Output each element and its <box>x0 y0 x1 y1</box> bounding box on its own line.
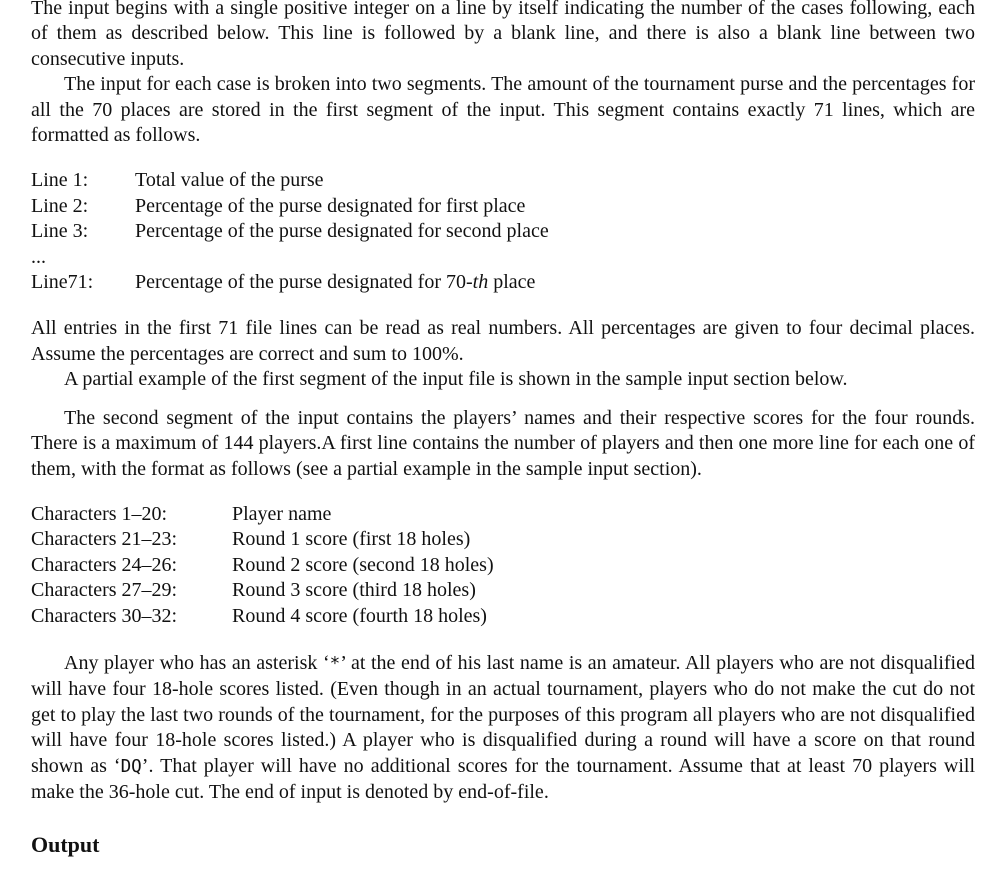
character-format-list <box>31 502 975 629</box>
line-description-text: Percentage of the purse designated for 70- <box>135 271 473 294</box>
paragraph-entries-real-numbers: All entries in the first 71 file lines can be read as real numbers. All percentages are given to four decimal places. Assume the percentages are correct and sum to 100%. <box>31 317 975 365</box>
list-item-ellipsis <box>31 245 975 270</box>
characters-label: Characters 21–23: <box>31 528 178 551</box>
amateur-text: Any player who has an asterisk ‘ <box>64 651 330 674</box>
line-label: Line 2: <box>31 194 89 217</box>
characters-description: Round 2 score (second 18 holes) <box>232 553 494 576</box>
list-item <box>31 527 975 552</box>
characters-description: Player name <box>232 502 332 525</box>
line-description: Percentage of the purse designated for first place <box>135 194 526 217</box>
characters-label: Characters 1–20: <box>31 502 168 525</box>
characters-description: Round 4 score (fourth 18 holes) <box>232 604 487 627</box>
list-item <box>31 502 975 527</box>
line-description: Percentage of the purse designated for second place <box>135 220 549 243</box>
asterisk-literal: * <box>329 653 341 674</box>
characters-label: Characters 30–32: <box>31 604 178 627</box>
list-item <box>31 578 975 603</box>
list-item <box>31 270 975 295</box>
line-description <box>135 270 975 295</box>
line-label: Line 1: <box>31 169 89 192</box>
line-description: Total value of the purse <box>135 169 324 192</box>
paragraph-amateur-dq-rules <box>31 651 975 805</box>
characters-label: Characters 27–29: <box>31 579 178 602</box>
list-item <box>31 168 975 193</box>
line-label: Line 3: <box>31 220 89 243</box>
ellipsis-label: ... <box>31 245 46 268</box>
line-format-list <box>31 168 975 295</box>
paragraph-input-intro: The input begins with a single positive integer on a line by itself indicating the number of the cases following, each of them as described below. This line is followed by a blank line, and there is also a blank line between two consecutive inputs. <box>31 0 975 70</box>
output-section-heading-clipped: Output <box>31 832 100 858</box>
list-item <box>31 604 975 629</box>
ordinal-suffix-italic: th <box>472 271 489 294</box>
paragraph-second-segment: The second segment of the input contains the players’ names and their respective scores for the four rounds. There is a maximum of 144 players.A first line contains the number of players and then one more line for each one of them, with the format as follows (see a partial example in the sample input section). <box>31 406 975 480</box>
amateur-text: ’. That player will have no additional scores for the tournament. Assume that at least 70 players will make the 36-hole cut. The end of input is denoted by end-of-file. <box>31 754 975 803</box>
paragraph-case-segments: The input for each case is broken into two segments. The amount of the tournament purse and the percentages for all the 70 places are stored in the first segment of the input. This segment contains exactly 71 lines, which are formatted as follows. <box>31 73 975 147</box>
problem-statement-body <box>31 0 975 858</box>
characters-description: Round 3 score (third 18 holes) <box>232 579 476 602</box>
characters-label: Characters 24–26: <box>31 553 178 576</box>
list-item <box>31 219 975 244</box>
list-item <box>31 553 975 578</box>
line-label: Line71: <box>31 271 94 294</box>
line-description-text: place <box>488 271 536 294</box>
dq-literal: DQ <box>120 756 142 777</box>
amateur-text: ’ at the end of his last name is an amateur. All players who are not disqualified will have four 18-hole scores listed. (Even though in an actual tournament, players who do not make the cut do not get to play the last two rounds of the tournament, for the purposes of this program all players who are not disqualified will have four 18-hole scores listed.) A player who is disqualified during a round will have a score on that round shown as ‘ <box>31 651 975 777</box>
characters-description: Round 1 score (first 18 holes) <box>232 528 471 551</box>
list-item <box>31 194 975 219</box>
paragraph-partial-example: A partial example of the first segment of the input file is shown in the sample input section below. <box>64 368 848 391</box>
